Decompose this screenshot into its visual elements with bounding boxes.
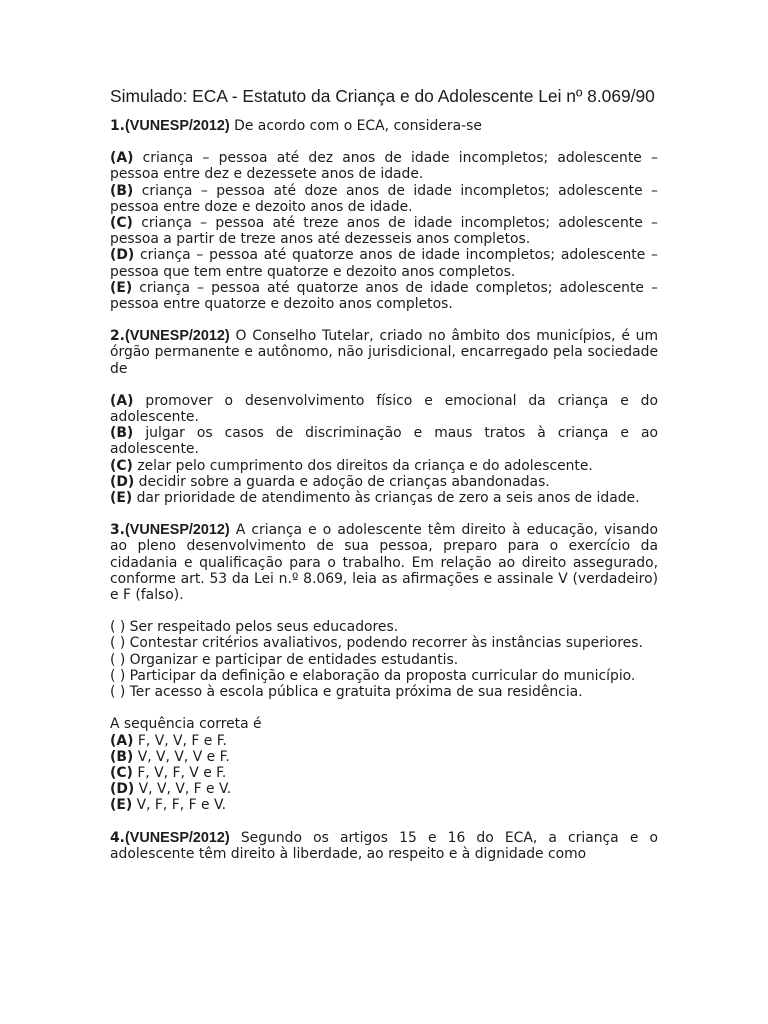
option-text: V, V, V, V e F. xyxy=(133,748,230,765)
option-text: zelar pelo cumprimento dos direitos da criança e do adolescente. xyxy=(132,457,593,474)
question-3-option-c xyxy=(110,765,658,781)
option-letter: (B) xyxy=(110,748,134,765)
option-text: criança – pessoa até treze anos de idade incompletos; adolescente – pessoa a partir de treze anos até dezesseis anos completos. xyxy=(110,215,658,248)
question-3-option-a xyxy=(110,733,658,749)
question-source: (VUNESP/2012) xyxy=(124,522,230,539)
question-source: (VUNESP/2012) xyxy=(124,118,230,134)
question-2-stem xyxy=(110,328,658,377)
question-3-prompt: A sequência correta é xyxy=(110,716,262,733)
question-3-statement: ( ) Contestar critérios avaliativos, podendo recorrer às instâncias superiores. xyxy=(110,635,643,652)
question-text: A criança e o adolescente têm direito à educação, visando ao pleno desenvolvimento de sua pessoa, preparo para o exercício da cidadania e qualificação para o trabalho. Em relação ao direito assegurado, conforme art. 53 da Lei n.º 8.069, leia as afirmações e assinale V (verdadeiro) e F (falso). xyxy=(110,522,658,604)
question-3-option-b xyxy=(110,749,658,765)
question-3-statement: ( ) Participar da definição e elaboração da proposta curricular do município. xyxy=(110,667,636,684)
option-letter: (D) xyxy=(110,781,135,798)
option-text: F, V, F, V e F. xyxy=(132,764,227,781)
question-1-option-c xyxy=(110,215,658,247)
question-number: 4. xyxy=(110,829,125,846)
option-text: criança – pessoa até doze anos de idade incompletos; adolescente – pessoa entre doze e dezoito anos de idade. xyxy=(110,182,658,215)
question-3-option-d xyxy=(110,781,658,797)
option-letter: (D) xyxy=(110,473,135,490)
question-text: O Conselho Tutelar, criado no âmbito dos municípios, é um órgão permanente e autônomo, não jurisdicional, encarregado pela sociedade de xyxy=(110,328,658,377)
question-2-option-e xyxy=(110,490,658,506)
option-text: V, F, F, F e V. xyxy=(132,797,227,814)
question-3-statement: ( ) Ter acesso à escola pública e gratuita próxima de sua residência. xyxy=(110,684,583,701)
question-number: 3. xyxy=(110,522,125,539)
question-3-stem xyxy=(110,522,658,603)
option-letter: (E) xyxy=(110,797,133,814)
option-letter: (C) xyxy=(110,457,133,474)
question-2-option-a xyxy=(110,393,658,425)
question-text: De acordo com o ECA, considera-se xyxy=(229,118,482,134)
question-4-stem xyxy=(110,830,658,862)
question-3-option-e xyxy=(110,797,658,813)
question-1-stem xyxy=(110,118,658,134)
option-text: criança – pessoa até quatorze anos de idade incompletos; adolescente – pessoa que tem entre quatorze e dezoito anos completos. xyxy=(110,247,658,280)
question-source: (VUNESP/2012) xyxy=(124,829,230,846)
option-letter: (A) xyxy=(110,150,134,167)
option-letter: (C) xyxy=(110,215,133,232)
option-letter: (B) xyxy=(110,182,134,199)
option-letter: (D) xyxy=(110,247,135,264)
option-letter: (A) xyxy=(110,732,134,749)
question-2-option-b xyxy=(110,425,658,457)
question-1-option-b xyxy=(110,183,658,215)
question-3-statement: ( ) Organizar e participar de entidades estudantis. xyxy=(110,651,459,668)
option-text: criança – pessoa até quatorze anos de idade completos; adolescente – pessoa entre quatorze e dezoito anos completos. xyxy=(110,279,658,313)
question-1-option-e xyxy=(110,280,658,312)
option-text: julgar os casos de discriminação e maus tratos à criança e ao adolescente. xyxy=(110,425,658,458)
option-text: promover o desenvolvimento físico e emocional da criança e do adolescente. xyxy=(110,392,658,426)
option-text: criança – pessoa até dez anos de idade incompletos; adolescente – pessoa entre dez e dezessete anos de idade. xyxy=(110,150,658,183)
question-3-statement: ( ) Ser respeitado pelos seus educadores. xyxy=(110,619,399,636)
option-text: decidir sobre a guarda e adoção de crianças abandonadas. xyxy=(134,473,550,490)
option-letter: (C) xyxy=(110,764,133,781)
question-text: Segundo os artigos 15 e 16 do ECA, a criança e o adolescente têm direito à liberdade, ao respeito e à dignidade como xyxy=(110,829,658,862)
option-text: dar prioridade de atendimento às crianças de zero a seis anos de idade. xyxy=(132,490,640,507)
question-1-option-a xyxy=(110,150,658,182)
option-text: F, V, V, F e F. xyxy=(133,732,227,749)
option-text: V, V, V, F e V. xyxy=(134,781,232,798)
question-number: 1. xyxy=(110,118,125,134)
question-2-option-d xyxy=(110,474,658,490)
question-number: 2. xyxy=(110,328,125,345)
question-source: (VUNESP/2012) xyxy=(124,328,230,345)
question-2-option-c xyxy=(110,458,658,474)
option-letter: (B) xyxy=(110,425,134,442)
option-letter: (E) xyxy=(110,490,133,507)
option-letter: (E) xyxy=(110,279,133,296)
option-letter: (A) xyxy=(110,392,134,409)
question-1-option-d xyxy=(110,247,658,279)
document-title: Simulado: ECA - Estatuto da Criança e do Adolescente Lei nº 8.069/90 xyxy=(110,86,655,106)
